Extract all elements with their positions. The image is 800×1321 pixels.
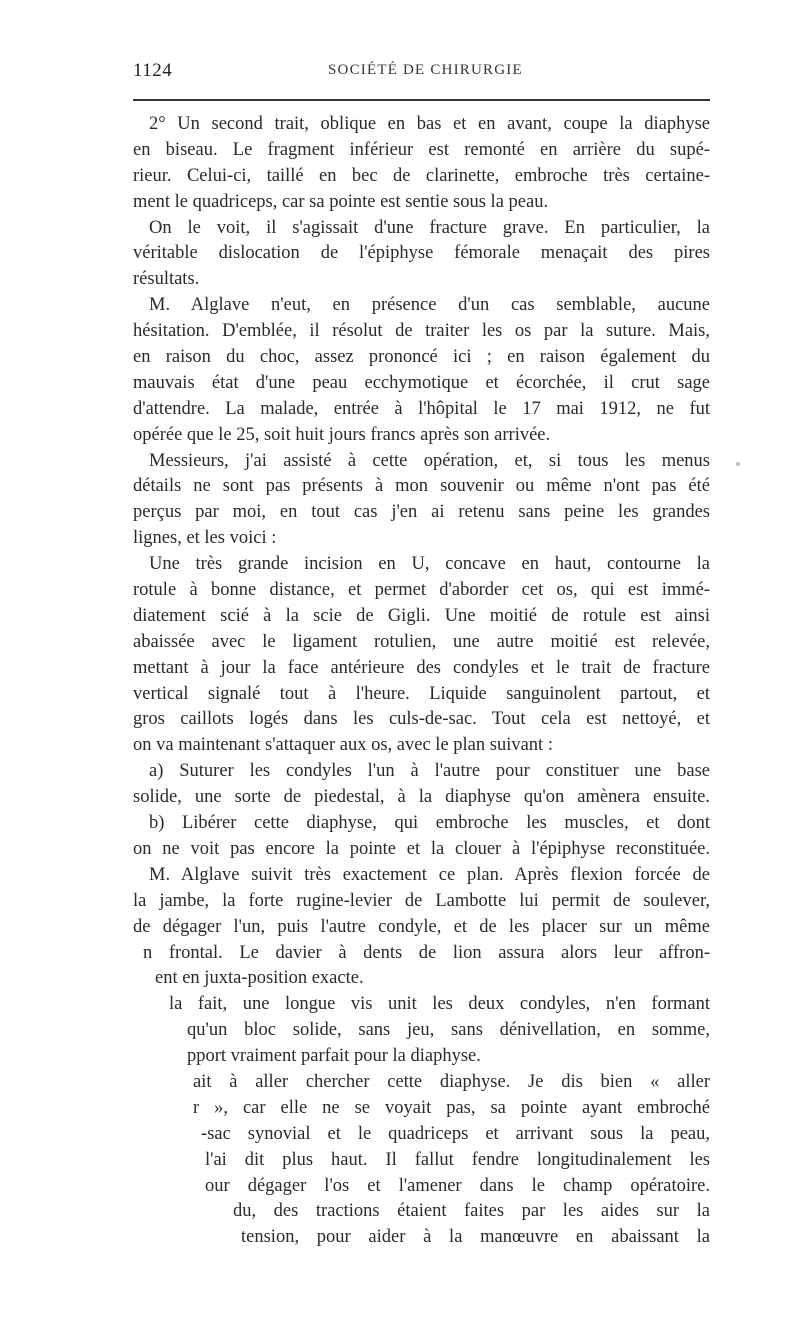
text-line: M. Alglave suivit très exactement ce plan. Après flexion forcée de: [149, 864, 710, 885]
text-line: On le voit, il s'agissait d'une fracture grave. En particulier, la: [149, 217, 710, 238]
text-line: de dégager l'un, puis l'autre condyle, et de les placer sur un même: [133, 916, 710, 937]
text-line: rotule à bonne distance, et permet d'aborder cet os, qui est immé-: [133, 580, 710, 601]
text-line: on va maintenant s'attaquer aux os, avec le plan suivant :: [133, 735, 553, 756]
text-line: en biseau. Le fragment inférieur est remonté en arrière du supé-: [133, 139, 710, 160]
text-line: opérée que le 25, soit huit jours francs après son arrivée.: [133, 424, 551, 445]
text-line: pport vraiment parfait pour la diaphyse.: [187, 1046, 481, 1067]
text-line: mauvais état d'une peau ecchymotique et écorchée, il crut sage: [133, 372, 710, 393]
journal-title: SOCIÉTÉ DE CHIRURGIE: [328, 62, 523, 78]
text-line: vertical signalé tout à l'heure. Liquide sanguinolent partout, et: [133, 683, 710, 704]
text-line: b) Libérer cette diaphyse, qui embroche les muscles, et dont: [149, 813, 710, 834]
text-line: abaissée avec le ligament rotulien, une autre moitié est relevée,: [133, 631, 710, 652]
text-line: lignes, et les voici :: [133, 528, 277, 549]
page-number: 1124: [133, 60, 173, 81]
text-line: la fait, une longue vis unit les deux condyles, n'en formant: [169, 994, 710, 1015]
text-line: hésitation. D'emblée, il résolut de traiter les os par la suture. Mais,: [133, 321, 710, 342]
text-line: gros caillots logés dans les culs-de-sac. Tout cela est nettoyé, et: [133, 709, 710, 730]
text-line: ent en juxta-position exacte.: [155, 968, 364, 989]
text-line: ait à aller chercher cette diaphyse. Je dis bien « aller: [193, 1071, 710, 1092]
text-line: n frontal. Le davier à dents de lion assura alors leur affron-: [143, 942, 710, 963]
text-line: mettant à jour la face antérieure des condyles et le trait de fracture: [133, 657, 710, 678]
text-line: solide, une sorte de piedestal, à la diaphyse qu'on amènera ensuite.: [133, 787, 710, 808]
text-line: résultats.: [133, 269, 200, 290]
text-line: diatement scié à la scie de Gigli. Une moitié de rotule est ainsi: [133, 605, 710, 626]
text-line: en raison du choc, assez prononcé ici ; en raison également du: [133, 347, 710, 368]
text-line: r », car elle ne se voyait pas, sa pointe ayant embroché: [193, 1097, 710, 1118]
text-line: our dégager l'os et l'amener dans le champ opératoire.: [205, 1175, 710, 1196]
text-line: détails ne sont pas présents à mon souvenir ou même n'ont pas été: [133, 476, 710, 497]
text-line: du, des tractions étaient faites par les aides sur la: [233, 1201, 710, 1222]
text-line: véritable dislocation de l'épiphyse fémorale menaçait des pires: [133, 243, 710, 264]
text-line: ment le quadriceps, car sa pointe est sentie sous la peau.: [133, 191, 549, 212]
text-line: Une très grande incision en U, concave en haut, contourne la: [149, 554, 710, 575]
text-line: rieur. Celui-ci, taillé en bec de clarinette, embroche très certaine-: [133, 165, 710, 186]
text-line: Messieurs, j'ai assisté à cette opération, et, si tous les menus: [149, 450, 710, 471]
margin-speck: [736, 462, 740, 466]
text-line: M. Alglave n'eut, en présence d'un cas semblable, aucune: [149, 295, 710, 316]
text-line: a) Suturer les condyles l'un à l'autre pour constituer une base: [149, 761, 710, 782]
header-rule: [133, 99, 710, 101]
text-line: perçus par moi, en tout cas j'en ai retenu sans peine les grandes: [133, 502, 710, 523]
text-line: -sac synovial et le quadriceps et arrivant sous la peau,: [201, 1123, 710, 1144]
text-line: on ne voit pas encore la pointe et la clouer à l'épiphyse reconstituée.: [133, 838, 710, 859]
text-line: 2° Un second trait, oblique en bas et en avant, coupe la diaphyse: [149, 114, 710, 134]
text-line: qu'un bloc solide, sans jeu, sans dénivellation, en somme,: [187, 1020, 710, 1041]
text-line: d'attendre. La malade, entrée à l'hôpital le 17 mai 1912, ne fut: [133, 398, 710, 419]
running-head: [133, 60, 713, 84]
text-line: l'ai dit plus haut. Il fallut fendre longitudinalement les: [205, 1149, 710, 1170]
text-line: tension, pour aider à la manœuvre en abaissant la: [241, 1227, 710, 1248]
text-line: la jambe, la forte rugine-levier de Lambotte lui permit de soulever,: [133, 890, 710, 911]
body-text: [133, 112, 710, 1251]
